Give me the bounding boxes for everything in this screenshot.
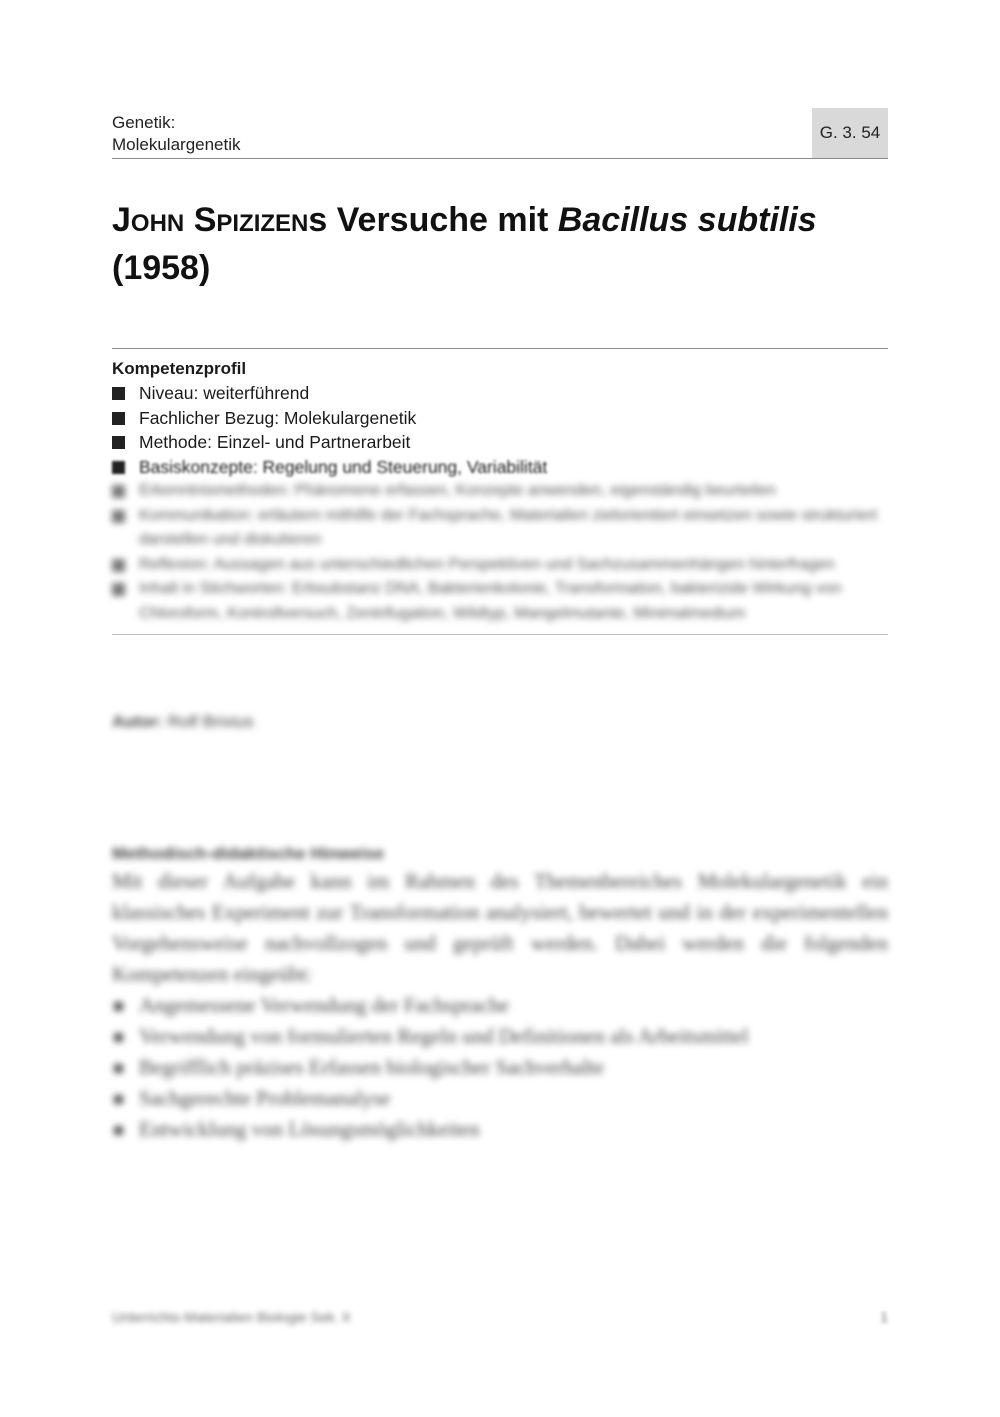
notes-list-item: Begrifflich präzises Erfassen biologischer Sachverhalte — [112, 1052, 888, 1083]
didactic-notes — [112, 842, 888, 1145]
square-bullet-icon — [114, 1002, 123, 1011]
profile-item-method: Methode: Einzel- und Partnerarbeit — [112, 430, 888, 455]
square-bullet-icon — [112, 583, 125, 596]
page-header — [112, 108, 888, 159]
profile-item-communication: Kommunikation: erläutern mithilfe der Fachsprache, Materialien zielorientiert einsetzen sowie strukturiert darstellen und diskutieren — [112, 504, 888, 553]
notes-list — [112, 990, 888, 1145]
profile-heading: Kompetenzprofil — [112, 359, 247, 378]
square-bullet-icon — [112, 485, 125, 498]
square-bullet-icon — [112, 510, 125, 523]
notes-list-item: Entwicklung von Lösungsmöglichkeiten — [112, 1114, 888, 1145]
author-label: Autor: — [112, 712, 163, 731]
square-bullet-icon — [112, 559, 125, 572]
square-bullet-icon — [114, 1033, 123, 1042]
square-bullet-icon — [112, 387, 125, 400]
square-bullet-icon — [112, 412, 125, 425]
square-bullet-icon — [114, 1064, 123, 1073]
header-category-line1: Genetik: — [112, 113, 176, 132]
profile-list — [112, 381, 888, 626]
notes-list-item: Sachgerechte Problemanalyse — [112, 1083, 888, 1114]
profile-item-keywords: Inhalt in Stichworten: Erbsubstanz DNA, Bakterienkolonie, Transformation, bakterizide Wirkung von Chloroform, Kontrollversuch, Zentrifugation, Wildtyp, Mangelmutante, Minimalmedium — [112, 577, 888, 626]
header-category-line2: Molekulargenetik — [112, 135, 241, 154]
title-name-suffix: s Versuche mit — [308, 201, 558, 239]
footer-publication: Unterrichts-Materialien Biologie Sek. II — [112, 1309, 351, 1325]
author-name: Rolf Brixius — [167, 712, 254, 731]
author-line — [112, 710, 254, 734]
profile-item-concepts: Basiskonzepte: Regelung und Steuerung, Variabilität — [112, 455, 888, 480]
profile-item-reflection: Reflexion: Aussagen aus unterschiedlichen Perspektiven und Sachzusammenhängen hinterfragen — [112, 553, 888, 578]
notes-heading: Methodisch-didaktische Hinweise — [112, 844, 385, 863]
title-name: John Spizizen — [112, 201, 309, 239]
header-category — [112, 112, 241, 156]
square-bullet-icon — [114, 1095, 123, 1104]
square-bullet-icon — [112, 436, 125, 449]
page-title — [112, 196, 888, 292]
title-species: Bacillus subtilis — [557, 201, 817, 239]
competence-profile — [112, 348, 888, 635]
notes-paragraph: Mit dieser Aufgabe kann im Rahmen des Themenbereiches Molekulargenetik ein klassisches Experiment zur Transformation analysiert, bewertet und in der experimentellen Vorgehensweise nachvollzogen und geprüft werden. Dabei werden die folgenden Kompetenzen eingeübt: — [112, 869, 888, 986]
header-code-badge: G. 3. 54 — [812, 108, 888, 158]
notes-list-item: Angemessene Verwendung der Fachsprache — [112, 990, 888, 1021]
notes-list-item: Verwendung von formulierten Regeln und Definitionen als Arbeitsmittel — [112, 1021, 888, 1052]
square-bullet-icon — [112, 461, 125, 474]
square-bullet-icon — [114, 1126, 123, 1135]
title-year: (1958) — [112, 249, 211, 287]
profile-item-subject: Fachlicher Bezug: Molekulargenetik — [112, 406, 888, 431]
profile-item-level: Niveau: weiterführend — [112, 381, 888, 406]
footer-page-number: 1 — [880, 1309, 888, 1325]
profile-item-methods: Erkenntnismethoden: Phänomene erfassen, Konzepte anwenden, eigenständig beurteilen — [112, 479, 888, 504]
